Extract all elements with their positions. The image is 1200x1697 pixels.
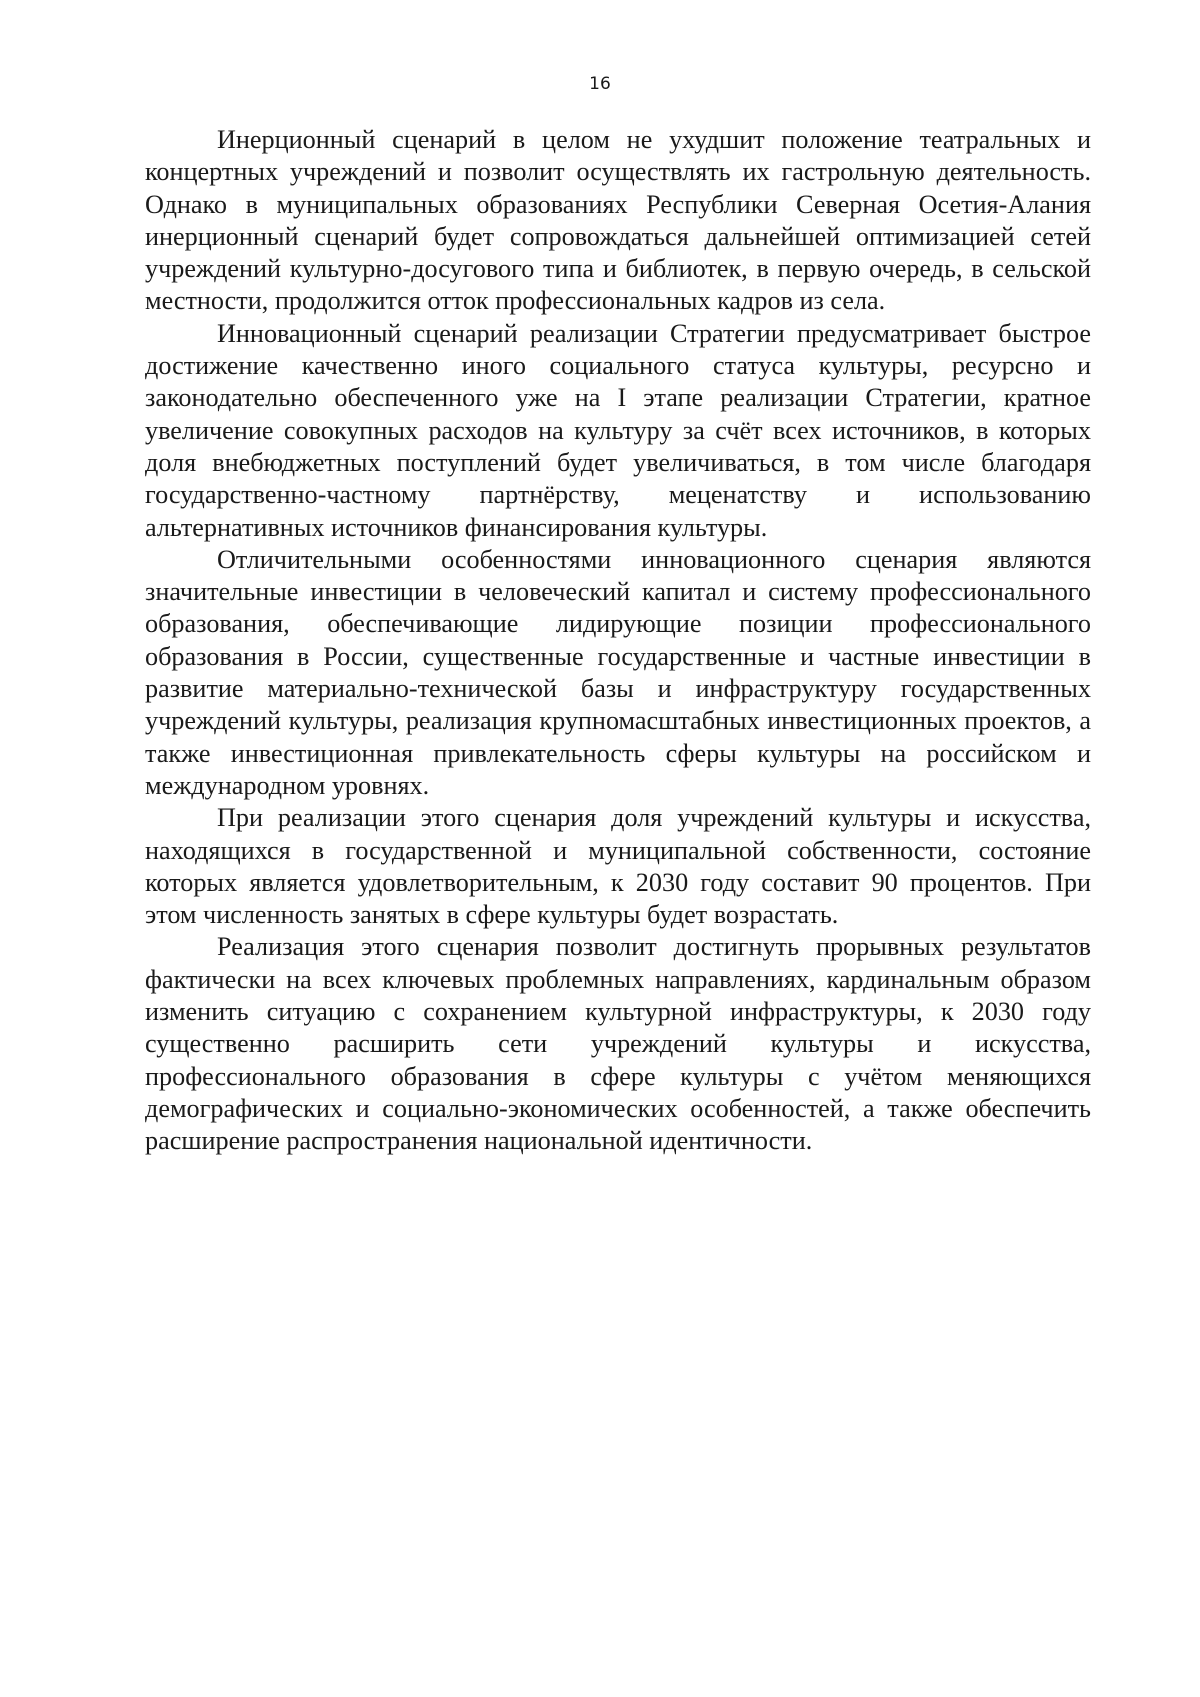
document-body [145, 124, 1091, 1158]
paragraph-innovative-scenario: Инновационный сценарий реализации Стратегии предусматривает быстрое достижение качественно иного социального статуса культуры, ресурсно и законодательно обеспеченного уже на I этапе реализации Стратегии, кратное увеличение совокупных расходов на культуру за счёт всех источников, в которых доля внебюджетных поступлений будет увеличиваться, в том числе благодаря государственно-частному партнёрству, меценатству и использованию альтернативных источников финансирования культуры. [145, 318, 1091, 542]
page-number: 16 [589, 74, 611, 94]
paragraph-innovative-features: Отличительными особенностями инновационного сценария являются значительные инвестиции в человеческий капитал и систему профессионального образования, обеспечивающие лидирующие позиции профессионального образования в России, существенные государственные и частные инвестиции в развитие материально-технической базы и инфраструктуру государственных учреждений культуры, реализация крупномасштабных инвестиционных проектов, а также инвестиционная привлекательность сферы культуры на российском и международном уровнях. [145, 544, 1091, 800]
paragraph-scenario-results: Реализация этого сценария позволит достигнуть прорывных результатов фактически на всех ключевых проблемных направлениях, кардинальным образом изменить ситуацию с сохранением культурной инфраструктуры, к 2030 году существенно расширить сети учреждений культуры и искусства, профессионального образования в сфере культуры с учётом меняющихся демографических и социально-экономических особенностей, а также обеспечить расширение распространения национальной идентичности. [145, 932, 1091, 1156]
paragraph-inertial-scenario: Инерционный сценарий в целом не ухудшит положение театральных и концертных учреждений и позволит осуществлять их гастрольную деятельность. Однако в муниципальных образованиях Республики Северная Осетия-Алания инерционный сценарий будет сопровождаться дальнейшей оптимизацией сетей учреждений культурно-досугового типа и библиотек, в первую очередь, в сельской местности, продолжится отток профессиональных кадров из села. [145, 125, 1091, 316]
paragraph-scenario-share: При реализации этого сценария доля учреждений культуры и искусства, находящихся в государственной и муниципальной собственности, состояние которых является удовлетворительным, к 2030 году составит 90 процентов. При этом численность занятых в сфере культуры будет возрастать. [145, 803, 1091, 930]
